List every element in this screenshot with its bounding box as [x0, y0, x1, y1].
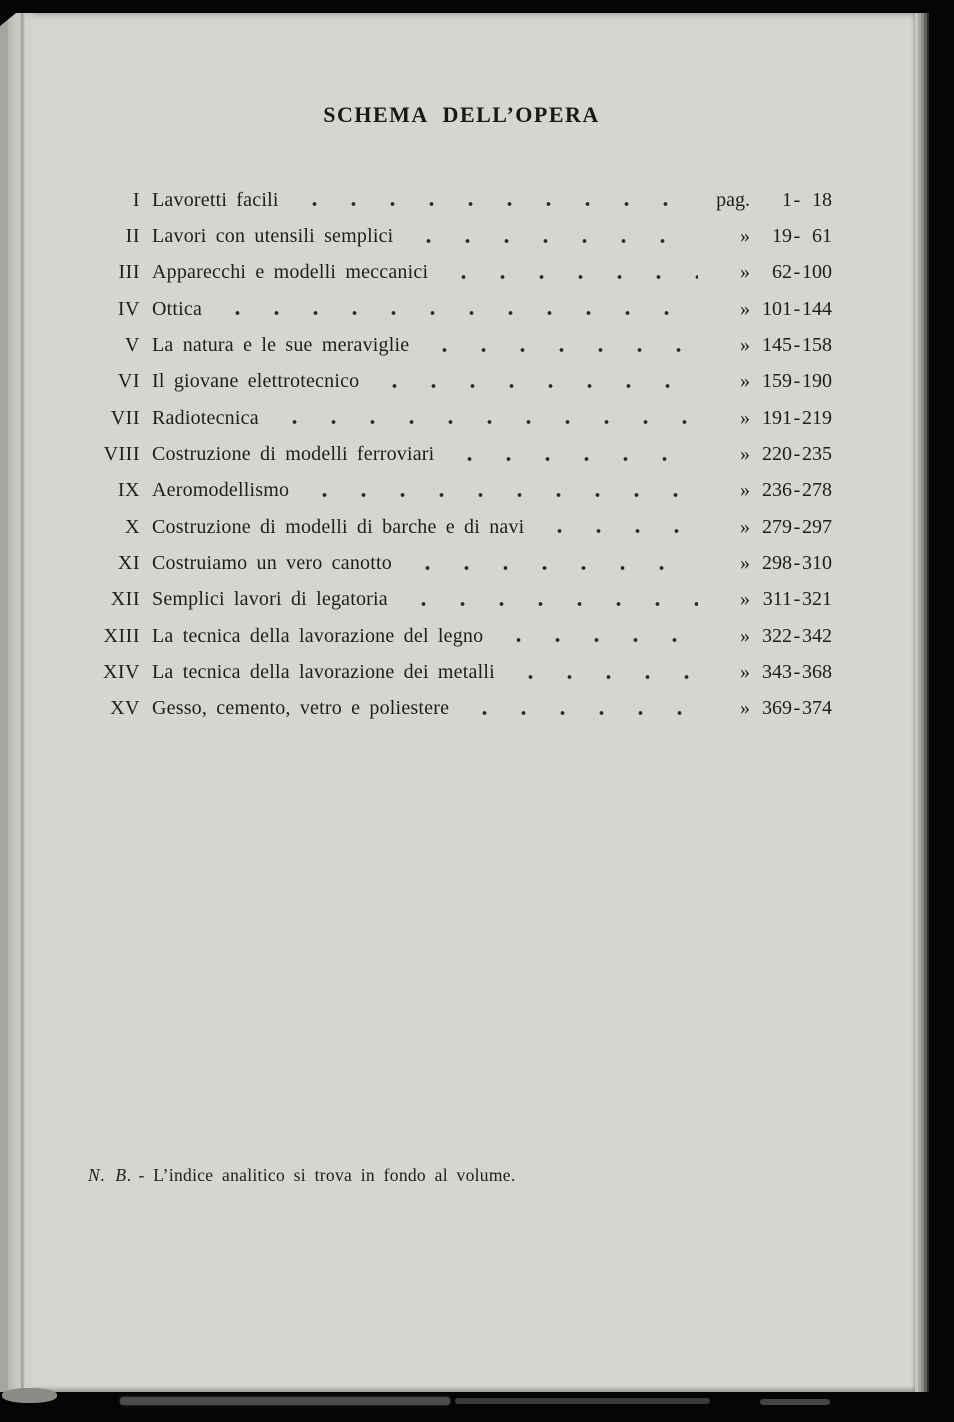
- range-dash: -: [793, 588, 801, 611]
- range-dash: -: [793, 297, 801, 320]
- toc-list: [8, 182, 832, 727]
- range-dash: -: [793, 406, 801, 429]
- dot-leader: [434, 436, 698, 472]
- page-to: 374: [802, 697, 832, 720]
- dot-leader: [388, 582, 698, 618]
- page-column-label: pag.: [716, 188, 750, 211]
- page-column-label: »: [740, 370, 750, 393]
- page-column-label: »: [740, 443, 750, 466]
- toc-row: [8, 654, 832, 690]
- range-dash: -: [793, 334, 801, 357]
- toc-row: [8, 182, 832, 218]
- page-column-label: »: [740, 406, 750, 429]
- bottom-corner-blob: [2, 1388, 57, 1403]
- chapter-title: La tecnica della lavorazione del legno: [152, 624, 484, 647]
- chapter-title: La tecnica della lavorazione dei metalli: [152, 661, 495, 684]
- page-to: 190: [802, 370, 832, 393]
- page-to: 158: [802, 334, 832, 357]
- range-dash: -: [793, 370, 801, 393]
- toc-row: [8, 364, 832, 400]
- page-from: 236: [762, 479, 792, 502]
- page-to: 342: [802, 624, 832, 647]
- chapter-title: Aeromodellismo: [152, 479, 290, 502]
- page-to: 310: [802, 552, 832, 575]
- toc-row: [8, 582, 832, 618]
- dot-leader: [449, 691, 698, 727]
- page-title: SCHEMA DELL’OPERA: [323, 102, 600, 127]
- page-from: 311: [762, 588, 792, 611]
- page-column-label: »: [740, 552, 750, 575]
- toc-row: [8, 618, 832, 654]
- toc-row: [8, 400, 832, 436]
- page-from: 145: [762, 334, 792, 357]
- toc-row: [8, 327, 832, 363]
- dot-leader: [202, 291, 698, 327]
- dot-leader: [259, 400, 698, 436]
- range-dash: -: [793, 443, 801, 466]
- page-from: 19: [772, 225, 792, 248]
- dot-leader: [289, 473, 698, 509]
- page-to: 368: [802, 661, 832, 684]
- chapter-title: Costruzione di modelli ferroviari: [152, 443, 435, 466]
- page-column-label: »: [740, 261, 750, 284]
- page-to: 321: [802, 588, 832, 611]
- dot-leader: [279, 182, 698, 218]
- range-dash: -: [793, 661, 801, 684]
- chapter-title: Gesso, cemento, vetro e poliestere: [152, 697, 450, 720]
- page-from: 220: [762, 443, 792, 466]
- range-dash: -: [793, 188, 801, 211]
- toc-row: [8, 545, 832, 581]
- dot-leader: [409, 327, 698, 363]
- dot-leader: [392, 545, 698, 581]
- chapter-title: Semplici lavori di legatoria: [152, 588, 388, 611]
- page-from: 343: [762, 661, 792, 684]
- chapter-numeral: XI: [117, 552, 140, 575]
- range-dash: -: [793, 225, 801, 248]
- chapter-title: Il giovane elettrotecnico: [152, 370, 360, 393]
- chapter-numeral: I: [132, 188, 140, 211]
- chapter-numeral: XIII: [103, 624, 140, 647]
- toc-row: [8, 509, 832, 545]
- chapter-numeral: III: [118, 261, 140, 284]
- page-column-label: »: [740, 225, 750, 248]
- toc-row: [8, 436, 832, 472]
- left-page-edge: [0, 13, 8, 1392]
- page-from: 159: [762, 370, 792, 393]
- page-to: 18: [812, 188, 832, 211]
- toc-row: [8, 291, 832, 327]
- page-column-label: »: [740, 624, 750, 647]
- chapter-title: Radiotecnica: [152, 406, 259, 429]
- toc-row: [8, 691, 832, 727]
- bottom-page-streak: [120, 1397, 450, 1405]
- page-from: 322: [762, 624, 792, 647]
- page-column-label: »: [740, 697, 750, 720]
- range-dash: -: [793, 479, 801, 502]
- page-stack-edge: [915, 13, 931, 1392]
- page-from: 101: [762, 297, 792, 320]
- dot-leader: [495, 654, 698, 690]
- toc-row: [8, 255, 832, 291]
- page-from: 62: [772, 261, 792, 284]
- dot-leader: [428, 255, 698, 291]
- range-dash: -: [793, 552, 801, 575]
- chapter-numeral: XIV: [102, 661, 140, 684]
- bottom-page-streak: [455, 1398, 710, 1404]
- chapter-numeral: IV: [117, 297, 140, 320]
- chapter-numeral: V: [125, 334, 140, 357]
- page-from: 191: [762, 406, 792, 429]
- toc-row: [8, 218, 832, 254]
- page-to: 297: [802, 515, 832, 538]
- chapter-title: La natura e le sue meraviglie: [152, 334, 410, 357]
- chapter-title: Apparecchi e modelli meccanici: [152, 261, 429, 284]
- page-from: 1: [782, 188, 792, 211]
- footnote: [88, 1165, 516, 1186]
- page-to: 144: [802, 297, 832, 320]
- page-to: 100: [802, 261, 832, 284]
- chapter-numeral: VII: [110, 406, 140, 429]
- page-column-label: »: [740, 479, 750, 502]
- page-to: 278: [802, 479, 832, 502]
- page-from: 369: [762, 697, 792, 720]
- chapter-title: Lavori con utensili semplici: [152, 225, 394, 248]
- page-from: 298: [762, 552, 792, 575]
- chapter-title: Lavoretti facili: [152, 188, 279, 211]
- chapter-numeral: XII: [110, 588, 140, 611]
- dot-leader: [524, 509, 698, 545]
- dot-leader: [483, 618, 698, 654]
- chapter-title: Costruiamo un vero canotto: [152, 552, 392, 575]
- page-from: 279: [762, 515, 792, 538]
- chapter-numeral: VIII: [103, 443, 140, 466]
- page-column-label: »: [740, 297, 750, 320]
- page-column-label: »: [740, 661, 750, 684]
- page-column-label: »: [740, 334, 750, 357]
- range-dash: -: [793, 515, 801, 538]
- chapter-numeral: X: [125, 515, 140, 538]
- page-to: 61: [812, 225, 832, 248]
- chapter-numeral: VI: [117, 370, 140, 393]
- range-dash: -: [793, 697, 801, 720]
- page-column-label: »: [740, 588, 750, 611]
- footnote-text: - L’indice analitico si trova in fondo al volume.: [138, 1165, 516, 1185]
- chapter-numeral: IX: [117, 479, 140, 502]
- chapter-title: Costruzione di modelli di barche e di navi: [152, 515, 525, 538]
- range-dash: -: [793, 624, 801, 647]
- page-column-label: »: [740, 515, 750, 538]
- toc-row: [8, 473, 832, 509]
- chapter-numeral: II: [125, 225, 140, 248]
- footnote-abbreviation: N. B.: [88, 1165, 133, 1185]
- range-dash: -: [793, 261, 801, 284]
- chapter-numeral: XV: [110, 697, 140, 720]
- chapter-title: Ottica: [152, 297, 203, 320]
- page-to: 219: [802, 406, 832, 429]
- book-page: [8, 13, 915, 1392]
- dot-leader: [393, 218, 698, 254]
- bottom-page-streak: [760, 1399, 830, 1405]
- dot-leader: [359, 364, 698, 400]
- page-to: 235: [802, 443, 832, 466]
